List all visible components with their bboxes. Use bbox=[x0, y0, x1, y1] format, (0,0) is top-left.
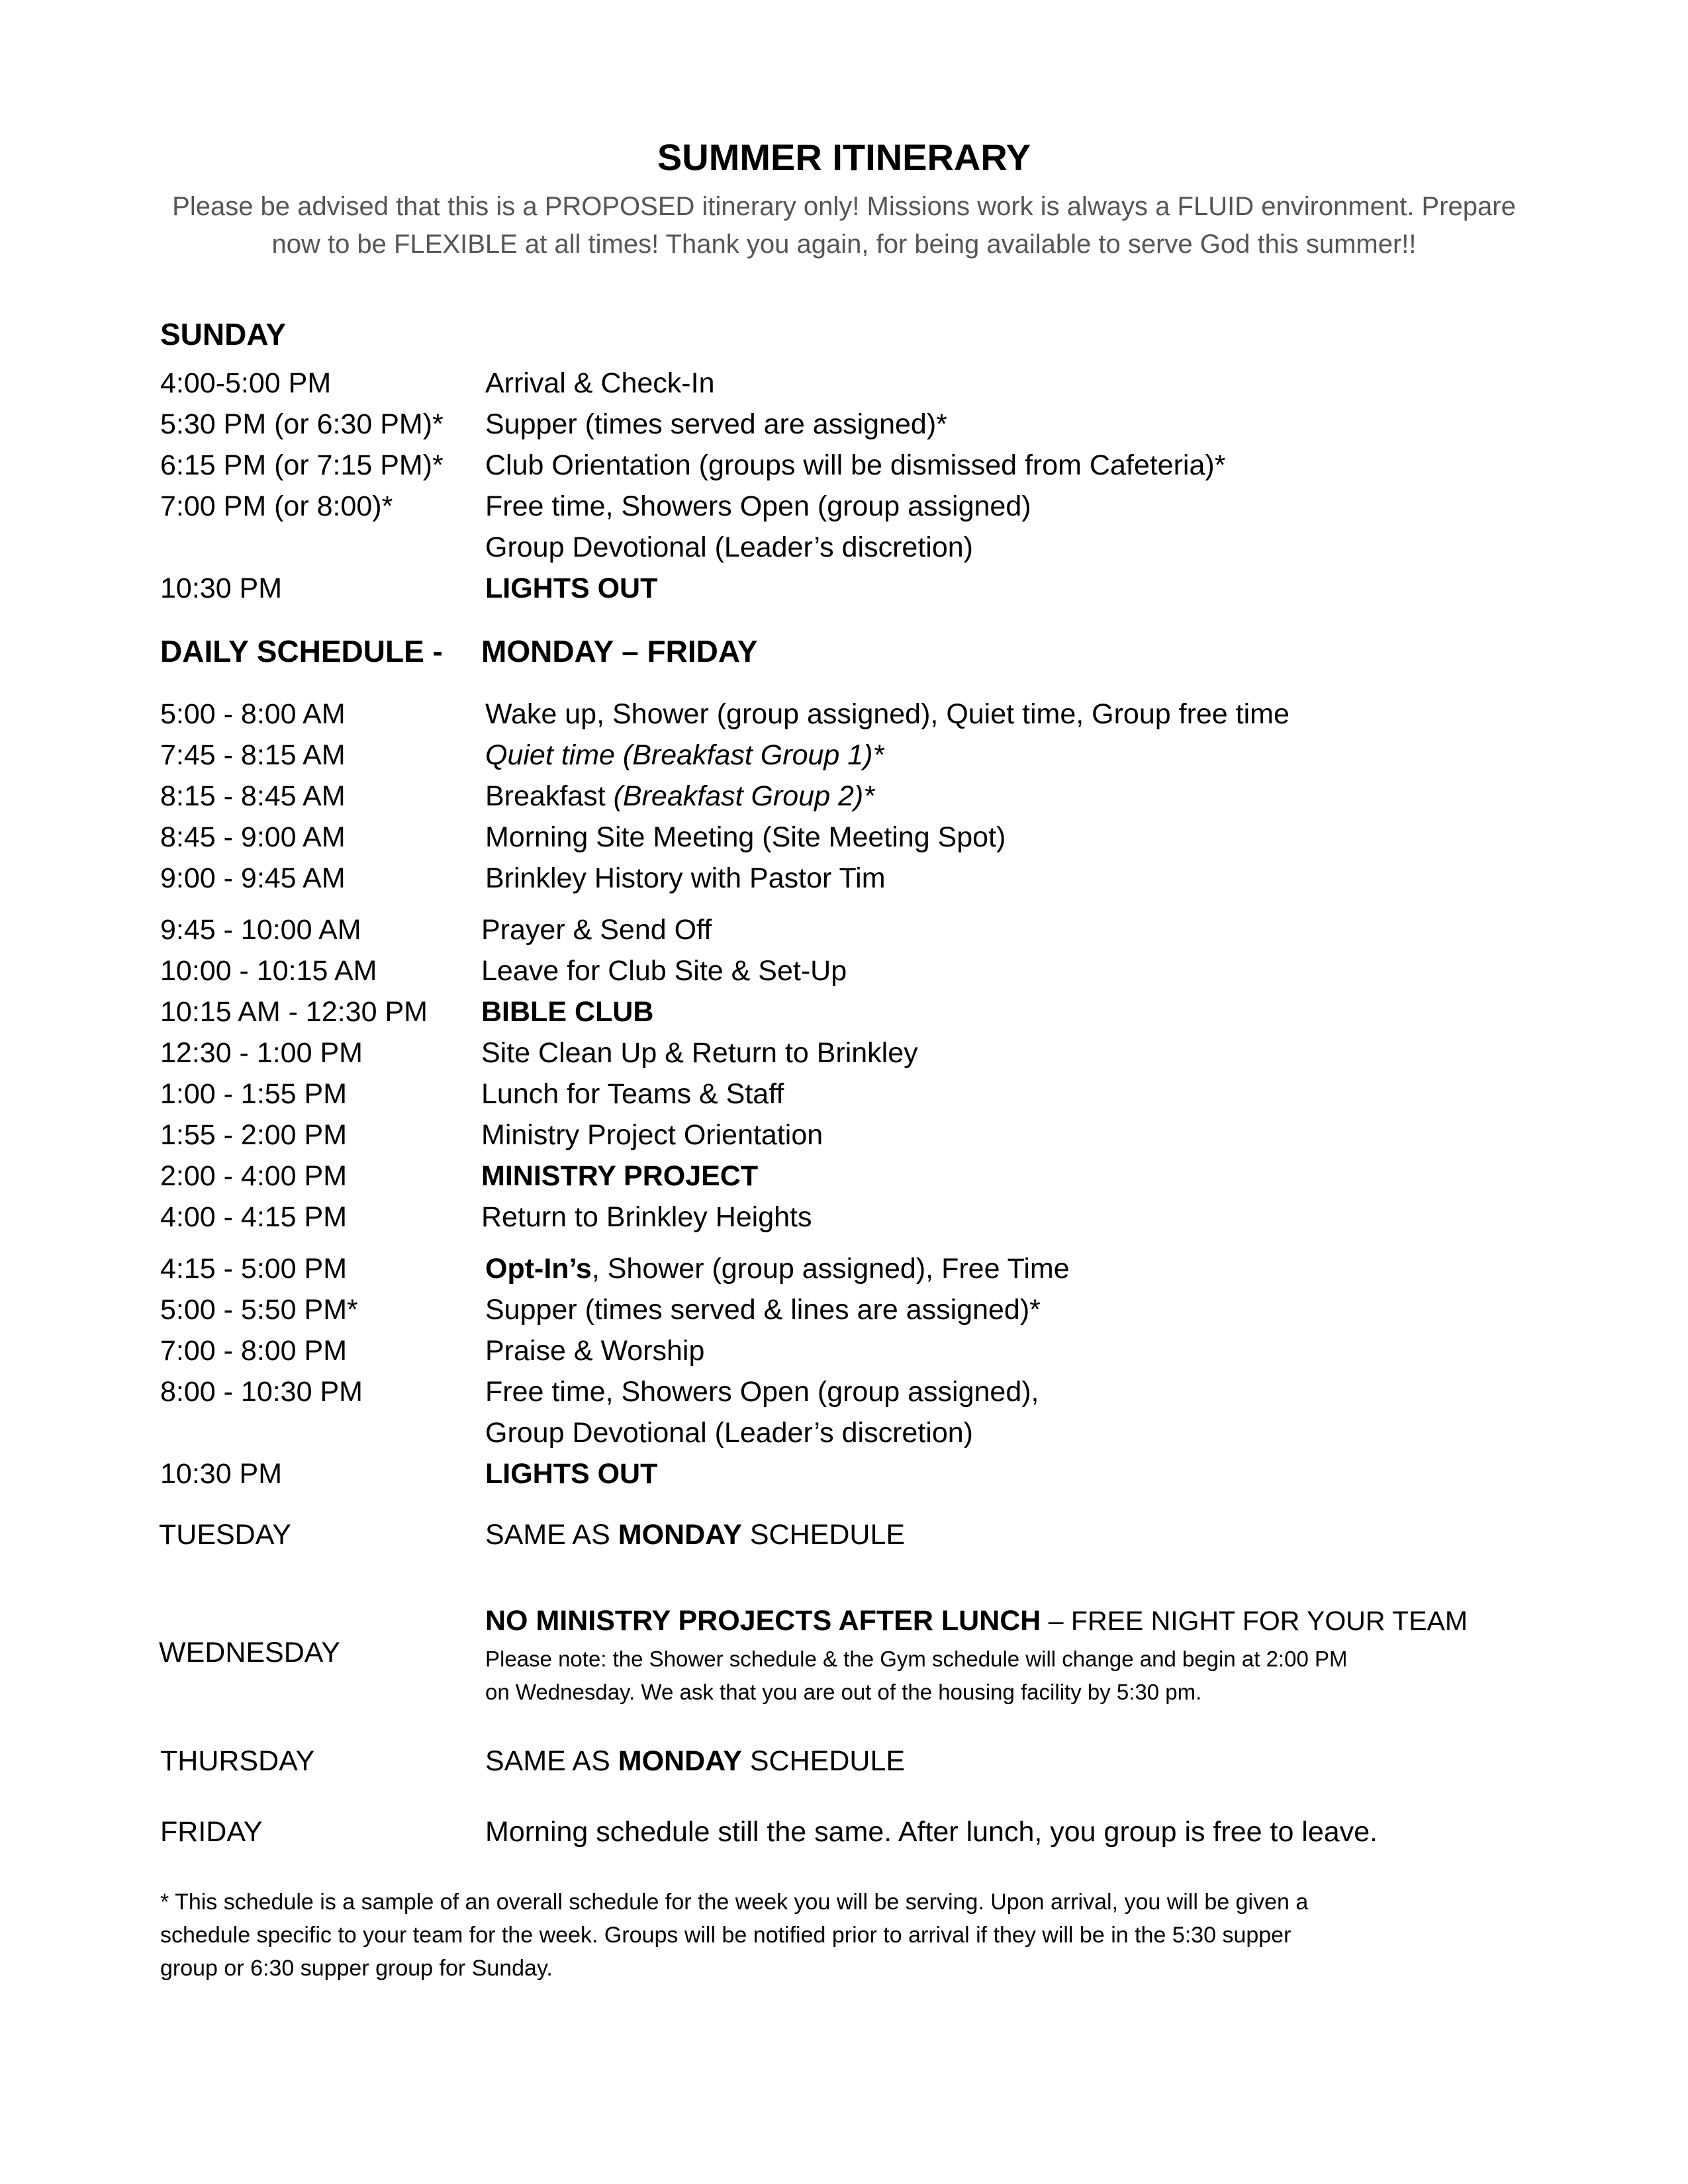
time: 5:00 - 5:50 PM* bbox=[160, 1294, 358, 1326]
ministry-project: MINISTRY PROJECT bbox=[481, 1160, 759, 1192]
wednesday-note-2: on Wednesday. We ask that you are out of the housing facility by 5:30 pm. bbox=[485, 1680, 1202, 1704]
activity: Free time, Showers Open (group assigned) bbox=[485, 490, 1031, 522]
footnote-line-3: group or 6:30 supper group for Sunday. bbox=[160, 1956, 553, 1981]
activity: Return to Brinkley Heights bbox=[481, 1201, 812, 1233]
monday-ref: MONDAY bbox=[618, 1519, 742, 1551]
intro-line-2: now to be FLEXIBLE at all times! Thank you again, for being available to serve God this summer!! bbox=[271, 230, 1417, 259]
time: 10:30 PM bbox=[160, 1458, 283, 1490]
activity-detail: (Breakfast Group 2)* bbox=[613, 780, 874, 812]
lights-out: LIGHTS OUT bbox=[485, 572, 658, 604]
activity-main: Breakfast bbox=[485, 780, 606, 812]
activity: Lunch for Teams & Staff bbox=[481, 1078, 784, 1110]
activity: Brinkley History with Pastor Tim bbox=[485, 862, 886, 894]
page-title: SUMMER ITINERARY bbox=[657, 136, 1031, 178]
free-night: – FREE NIGHT FOR YOUR TEAM bbox=[1041, 1606, 1468, 1636]
friday-schedule: Morning schedule still the same. After lunch, you group is free to leave. bbox=[485, 1816, 1378, 1848]
time: 8:00 - 10:30 PM bbox=[160, 1376, 363, 1408]
time: 6:15 PM (or 7:15 PM)* bbox=[160, 449, 444, 481]
time: 5:00 - 8:00 AM bbox=[160, 698, 346, 730]
activity: Arrival & Check-In bbox=[485, 367, 715, 399]
time: 9:00 - 9:45 AM bbox=[160, 862, 346, 894]
activity: Wake up, Shower (group assigned), Quiet time, Group free time bbox=[485, 698, 1289, 730]
activity: Group Devotional (Leader’s discretion) bbox=[485, 531, 973, 563]
wednesday-note-1: Please note: the Shower schedule & the Gym schedule will change and begin at 2:00 PM bbox=[485, 1647, 1348, 1671]
opt-ins: Opt-In’s bbox=[485, 1253, 592, 1285]
day-wednesday: WEDNESDAY bbox=[159, 1637, 340, 1668]
activity: Supper (times served are assigned)* bbox=[485, 408, 947, 440]
wednesday-schedule bbox=[485, 1605, 1468, 1637]
time: 7:00 PM (or 8:00)* bbox=[160, 490, 393, 522]
time: 1:00 - 1:55 PM bbox=[160, 1078, 348, 1110]
activity: Group Devotional (Leader’s discretion) bbox=[485, 1417, 973, 1449]
activity: Prayer & Send Off bbox=[481, 914, 712, 946]
day-friday: FRIDAY bbox=[160, 1816, 263, 1848]
activity: Morning Site Meeting (Site Meeting Spot) bbox=[485, 821, 1006, 853]
activity: Supper (times served & lines are assigned)* bbox=[485, 1294, 1041, 1326]
text: SAME AS bbox=[485, 1519, 618, 1551]
no-ministry-projects: NO MINISTRY PROJECTS AFTER LUNCH bbox=[485, 1605, 1041, 1637]
time: 12:30 - 1:00 PM bbox=[160, 1037, 363, 1069]
time: 4:00 - 4:15 PM bbox=[160, 1201, 348, 1233]
sunday-heading: SUNDAY bbox=[160, 317, 287, 351]
activity: Club Orientation (groups will be dismissed from Cafeteria)* bbox=[485, 449, 1226, 481]
day-tuesday: TUESDAY bbox=[159, 1519, 291, 1551]
daily-heading: DAILY SCHEDULE - bbox=[160, 634, 443, 668]
text: SAME AS bbox=[485, 1745, 618, 1777]
activity bbox=[485, 1253, 1070, 1285]
activity-detail: , Shower (group assigned), Free Time bbox=[591, 1253, 1070, 1285]
activity bbox=[485, 780, 874, 813]
time: 9:45 - 10:00 AM bbox=[160, 914, 361, 946]
time: 8:15 - 8:45 AM bbox=[160, 780, 346, 812]
tuesday-schedule bbox=[485, 1519, 905, 1551]
daily-heading-days: MONDAY – FRIDAY bbox=[481, 634, 758, 668]
time: 10:30 PM bbox=[160, 572, 283, 604]
time: 1:55 - 2:00 PM bbox=[160, 1119, 348, 1151]
time: 4:15 - 5:00 PM bbox=[160, 1253, 348, 1285]
time: 4:00-5:00 PM bbox=[160, 367, 332, 399]
lights-out: LIGHTS OUT bbox=[485, 1458, 658, 1490]
text: SCHEDULE bbox=[741, 1745, 906, 1777]
activity: Praise & Worship bbox=[485, 1335, 705, 1367]
time: 8:45 - 9:00 AM bbox=[160, 821, 346, 853]
activity: Leave for Club Site & Set-Up bbox=[481, 955, 847, 987]
time: 5:30 PM (or 6:30 PM)* bbox=[160, 408, 444, 440]
time: 2:00 - 4:00 PM bbox=[160, 1160, 348, 1192]
activity: Site Clean Up & Return to Brinkley bbox=[481, 1037, 918, 1069]
text: SCHEDULE bbox=[741, 1519, 906, 1551]
intro-line-1: Please be advised that this is a PROPOSED itinerary only! Missions work is always a FLUID environment. Prepare bbox=[172, 192, 1516, 221]
footnote-line-2: schedule specific to your team for the week. Groups will be notified prior to arrival if they will be in the 5:30 supper bbox=[160, 1923, 1291, 1948]
time: 7:45 - 8:15 AM bbox=[160, 739, 346, 771]
activity: Quiet time (Breakfast Group 1)* bbox=[485, 739, 884, 771]
bible-club: BIBLE CLUB bbox=[481, 996, 654, 1028]
time: 10:15 AM - 12:30 PM bbox=[160, 996, 428, 1028]
thursday-schedule bbox=[485, 1745, 905, 1778]
time: 7:00 - 8:00 PM bbox=[160, 1335, 348, 1367]
footnote-line-1: * This schedule is a sample of an overall schedule for the week you will be serving. Upon arrival, you will be given a bbox=[160, 1889, 1309, 1915]
time: 10:00 - 10:15 AM bbox=[160, 955, 377, 987]
monday-ref: MONDAY bbox=[618, 1745, 742, 1777]
day-thursday: THURSDAY bbox=[160, 1745, 315, 1777]
activity: Free time, Showers Open (group assigned), bbox=[485, 1376, 1039, 1408]
activity: Ministry Project Orientation bbox=[481, 1119, 823, 1151]
